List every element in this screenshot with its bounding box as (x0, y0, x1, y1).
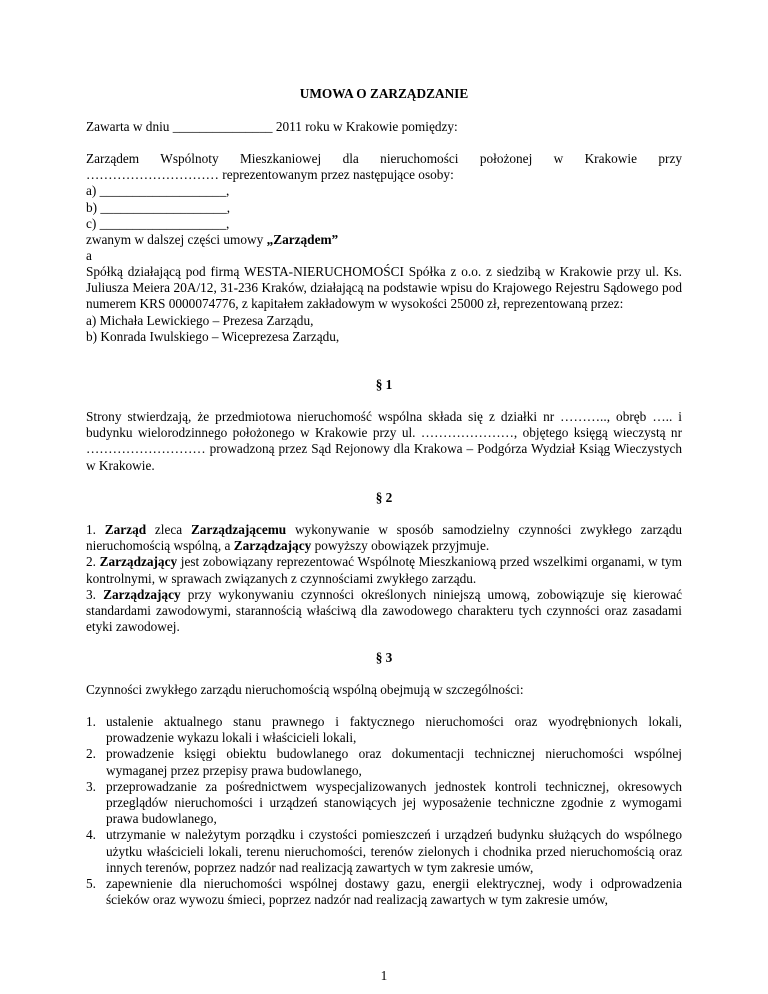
member-a: a) ___________________, (86, 183, 230, 199)
party-one-line2: ………………………… reprezentowanym przez następujące osoby: (86, 167, 454, 183)
section-2-body (86, 522, 682, 635)
party-one-called: zwanym w dalszej części umowy „Zarządem” (86, 232, 339, 248)
section-1-heading: § 1 (375, 377, 393, 392)
list-item (86, 876, 682, 908)
section-1-text: Strony stwierdzają, że przedmiotowa nieruchomość wspólna składa się z działki nr ……….., obręb ….. i budynku wielorodzinnego położonego w Krakowie przy ul. …………………, objętego księgą wieczystą nr ……………………… prowadzoną przez Sąd Rejonowy dla Krakowa – Podgórza Wydział Ksiąg Wieczystych w Krakowie. (86, 409, 682, 473)
list-item-number: 4. (86, 827, 96, 843)
conjunction-and: a (86, 248, 92, 264)
list-item-number: 1. (86, 714, 96, 729)
document-title: UMOWA O ZARZĄDZANIE (299, 86, 469, 101)
party-one-line1: Zarządem Wspólnoty Mieszkaniowej dla nieruchomości położonej w Krakowie przy (86, 151, 682, 166)
section-3-list (86, 714, 682, 908)
list-item-text: prowadzenie księgi obiektu budowlanego oraz dokumentacji technicznej nieruchomości wspólnej wymaganej przez przepisy prawa budowlanego, (106, 746, 682, 778)
page-number: 1 (380, 968, 388, 983)
section-2-point-3: 3. Zarządzający przy wykonywaniu czynności określonych niniejszą umową, zobowiązuje się kierować standardami zawodowymi, starannością właściwą dla zawodowego charakteru tych czynności oraz zasadami etyki zawodowej. (86, 586, 682, 635)
list-item-number: 3. (86, 778, 96, 794)
list-item-text: zapewnienie dla nieruchomości wspólnej dostawy gazu, energii elektrycznej, wody i odprowadzenia ścieków oraz wywozu śmieci, poprzez nadzór nad realizacją zawartych w tym zakresie umów, (106, 876, 682, 908)
section-3-intro: Czynności zwykłego zarządu nieruchomością wspólną obejmują w szczególności: (86, 682, 524, 697)
section-3-heading: § 3 (375, 650, 393, 665)
list-item (86, 746, 682, 778)
section-2-heading: § 2 (375, 490, 393, 505)
list-item-number: 5. (86, 876, 96, 892)
list-item-text: utrzymanie w należytym porządku i czystości pomieszczeń i urządzeń budynku służących do wspólnego użytku właścicieli lokali, terenu nieruchomości, terenów zielonych i chodnika przed nieruchomością oraz innych terenów, poprzez nadzór nad realizacją zawartych w tym zakresie umów, (106, 827, 682, 875)
party-two-text: Spółką działającą pod firmą WESTA-NIERUCHOMOŚCI Spółka z o.o. z siedzibą w Krakowie przy ul. Ks. Juliusza Meiera 20A/12, 31-236 Kraków, działającą na podstawie wpisu do Krajowego Rejestru Sądowego pod numerem KRS 0000074776, z kapitałem zakładowym w wysokości 25000 zł, reprezentowaną przez: (86, 264, 682, 312)
list-item-text: ustalenie aktualnego stanu prawnego i faktycznego nieruchomości oraz wyodrębnionych lokali, prowadzenie wykazu lokali i właścicieli lokali, (106, 714, 682, 746)
list-item-text: przeprowadzanie za pośrednictwem wyspecjalizowanych jednostek kontroli technicznej, okresowych przeglądów nieruchomości i urządzeń stanowiących jej wyposażenie techniczne zgodnie z wymogami prawa budowlanego, (106, 778, 682, 827)
intro-line: Zawarta w dniu _______________ 2011 roku w Krakowie pomiędzy: (86, 119, 458, 134)
representative-a: a) Michała Lewickiego – Prezesa Zarządu, (86, 312, 314, 328)
list-item (86, 714, 682, 746)
list-item (86, 827, 682, 876)
list-item-number: 2. (86, 746, 96, 762)
section-2-point-2: 2. Zarządzający jest zobowiązany reprezentować Wspólnotę Mieszkaniową przed wszelkimi organami, w tym kontrolnymi, w sprawach związanych z czynnościami zwykłego zarządu. (86, 554, 682, 586)
activities-list (86, 714, 682, 908)
list-item (86, 779, 682, 828)
section-2-point-1: 1. Zarząd zleca Zarządzającemu wykonywanie w sposób samodzielny czynności zwykłego zarządu nieruchomością wspólną, a Zarządzający powyższy obowiązek przyjmuje. (86, 522, 683, 554)
party-one (86, 151, 682, 264)
member-c: c) ___________________, (86, 215, 230, 231)
party-two (86, 264, 682, 345)
member-b: b) ___________________, (86, 199, 231, 215)
representative-b: b) Konrada Iwulskiego – Wiceprezesa Zarządu, (86, 328, 340, 344)
